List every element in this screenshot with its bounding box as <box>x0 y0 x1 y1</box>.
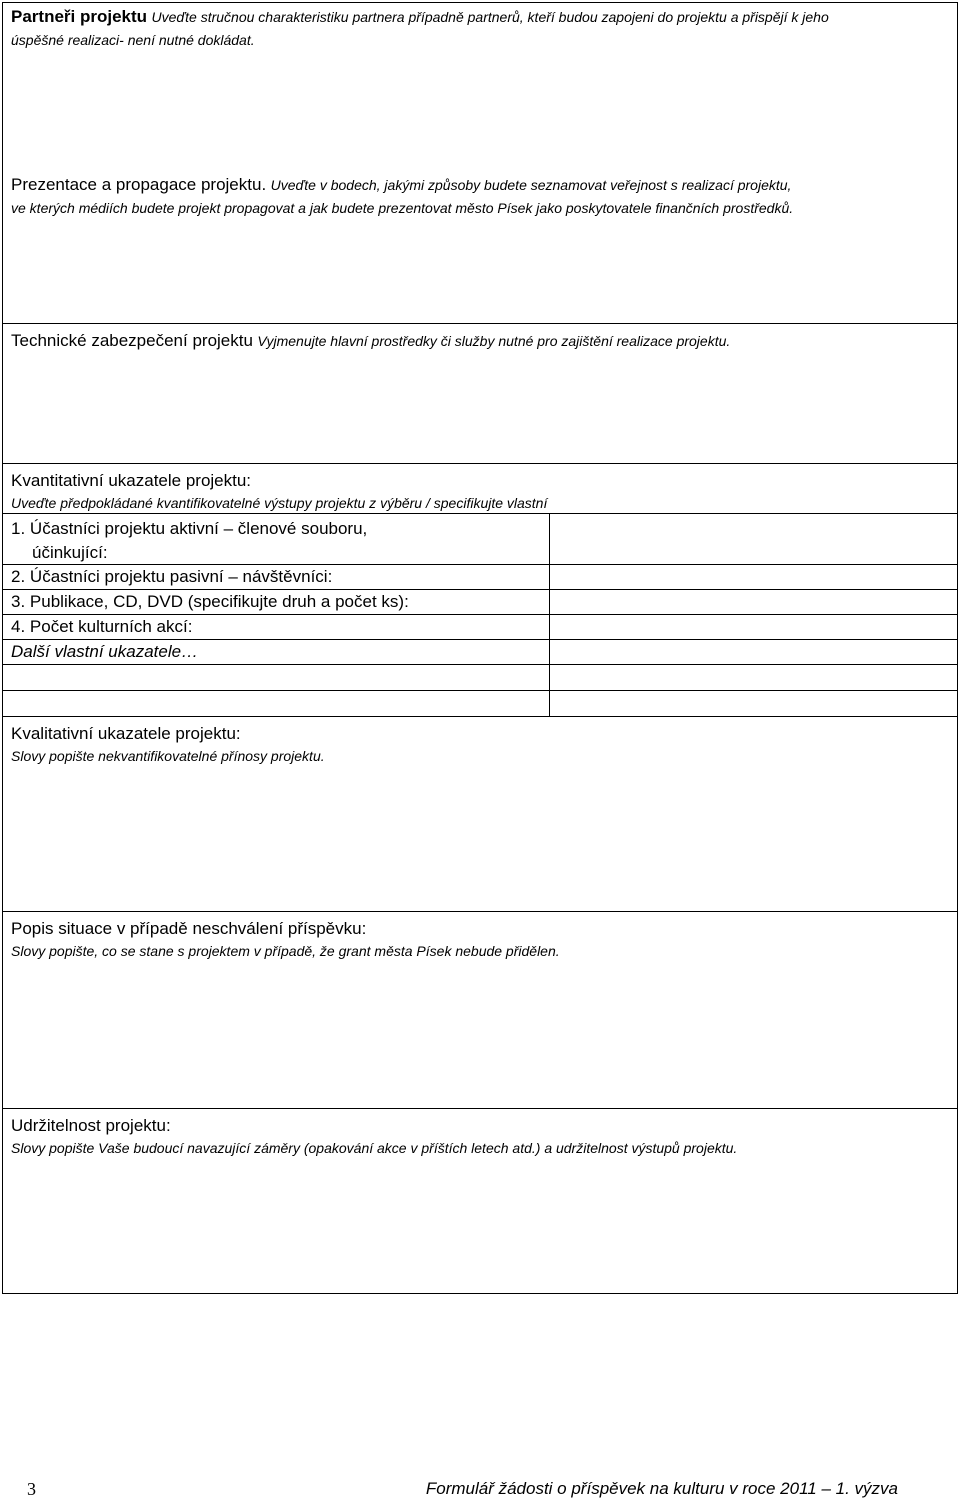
value-field[interactable] <box>549 514 957 564</box>
quant-row-4 <box>3 614 957 639</box>
section-description: Slovy popište Vaše budoucí navazující záměry (opakování akce v příštích letech atd.) a udržitelnost výstupů projektu. <box>11 1140 738 1156</box>
partners-input-area[interactable] <box>11 52 949 162</box>
custom-label-field[interactable] <box>3 665 549 690</box>
quant-row-custom-1 <box>3 664 957 690</box>
value-field[interactable] <box>549 615 957 639</box>
rejection-input-area[interactable] <box>11 962 949 1102</box>
section-description: Uveďte v bodech, jakými způsoby budete seznamovat veřejnost s realizací projektu, <box>270 177 792 193</box>
section-description-cont: ve kterých médiích budete projekt propagovat a jak budete prezentovat město Písek jako poskytovatele finančních prostředků. <box>11 200 794 216</box>
custom-label-field[interactable] <box>3 691 549 716</box>
quant-row-2 <box>3 564 957 589</box>
item-number: 4. <box>11 617 26 636</box>
presentation-input-area[interactable] <box>11 220 949 315</box>
section-presentation <box>3 168 957 323</box>
section-sustainability <box>3 1108 957 1293</box>
section-qualitative <box>3 716 957 911</box>
section-title: Popis situace v případě neschválení příspěvku: <box>11 919 367 938</box>
section-technical <box>3 323 957 463</box>
section-partners <box>3 3 957 168</box>
footer-form-title: Formulář žádosti o příspěvek na kulturu v roce 2011 – 1. výzva <box>425 1479 898 1498</box>
qualitative-input-area[interactable] <box>11 767 949 907</box>
quant-row-custom-2 <box>3 690 957 716</box>
item-number: 1. <box>11 519 26 538</box>
section-description: Uveďte předpokládané kvantifikovatelné výstupy projektu z výběru / specifikujte vlastní <box>11 495 548 511</box>
value-field[interactable] <box>549 640 957 664</box>
section-description: Slovy popište nekvantifikovatelné přínosy projektu. <box>11 748 325 764</box>
item-number: 3. <box>11 592 26 611</box>
section-rejection <box>3 911 957 1108</box>
section-title: Partneři projektu <box>11 7 148 26</box>
item-label-cont: účinkující: <box>32 543 108 562</box>
item-label: Účastníci projektu aktivní – členové souboru, <box>29 519 368 538</box>
section-title: Technické zabezpečení projektu <box>11 331 253 350</box>
item-label: Publikace, CD, DVD (specifikujte druh a počet ks): <box>29 592 409 611</box>
value-field[interactable] <box>549 565 957 589</box>
page-number: 3 <box>27 1479 36 1499</box>
section-description-cont: úspěšné realizaci- není nutné dokládat. <box>11 32 255 48</box>
technical-input-area[interactable] <box>11 353 949 453</box>
section-title: Udržitelnost projektu: <box>11 1116 171 1135</box>
value-field[interactable] <box>549 590 957 614</box>
value-field[interactable] <box>549 665 957 690</box>
section-description: Uveďte stručnou charakteristiku partnera případně partnerů, kteří budou zapojeni do projektu a přispějí k jeho <box>151 9 829 25</box>
item-label: Účastníci projektu pasivní – návštěvníci: <box>29 567 333 586</box>
other-indicators-label: Další vlastní ukazatele… <box>11 642 199 661</box>
quant-row-1 <box>3 513 957 564</box>
item-label: Počet kulturních akcí: <box>29 617 193 636</box>
section-quantitative <box>3 463 957 513</box>
item-number: 2. <box>11 567 26 586</box>
sustainability-input-area[interactable] <box>11 1159 949 1289</box>
form-frame <box>2 2 958 1294</box>
page-footer <box>0 1479 960 1501</box>
quant-row-other <box>3 639 957 664</box>
quant-row-3 <box>3 589 957 614</box>
section-title: Kvantitativní ukazatele projektu: <box>11 471 252 490</box>
section-description: Slovy popište, co se stane s projektem v případě, že grant města Písek nebude přidělen. <box>11 943 560 959</box>
section-title: Kvalitativní ukazatele projektu: <box>11 724 241 743</box>
section-description: Vyjmenujte hlavní prostředky či služby nutné pro zajištění realizace projektu. <box>257 333 731 349</box>
section-title: Prezentace a propagace projektu. <box>11 175 267 194</box>
value-field[interactable] <box>549 691 957 716</box>
